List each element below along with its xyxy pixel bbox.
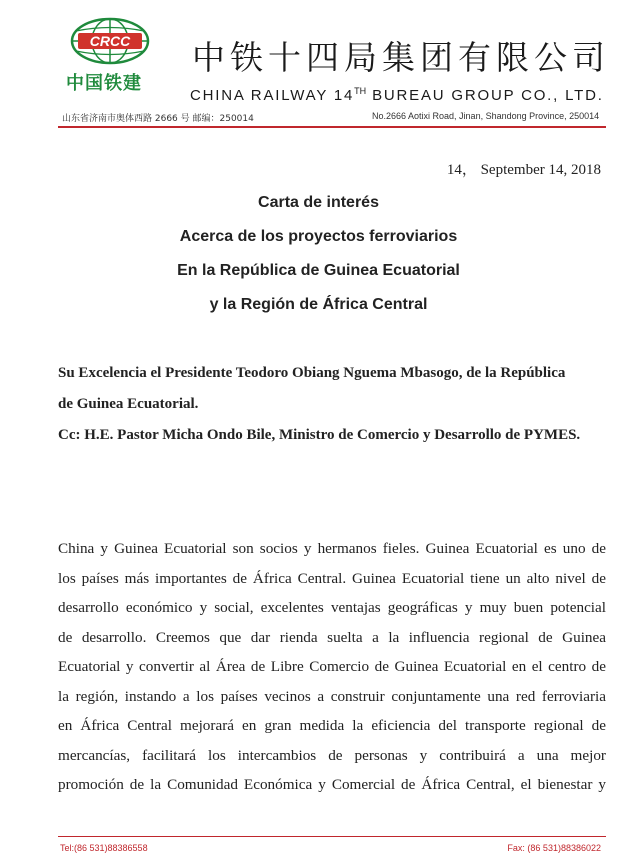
addressee-line: de Guinea Ecuatorial. — [58, 396, 199, 412]
body-line: la región, instando a los países vecinos a construir conjuntamente una red ferroviaria — [58, 687, 606, 705]
body-line: en África Central mejorará en gran medida la eficiencia del transporte regional de — [58, 717, 606, 734]
letter-date: 14， September 14, 2018 — [446, 162, 601, 178]
svg-text:CRCC: CRCC — [89, 33, 131, 49]
letter-body — [58, 534, 606, 800]
body-line: mercancías, facilitará los intercambios de personas y contribuirá a una mejor — [58, 746, 606, 764]
footer-fax: Fax: (86 531)88386022 — [507, 843, 601, 853]
body-line: los países más importantes de África Central. Guinea Ecuatorial tiene un alto nivel de — [58, 569, 606, 587]
title-line: En la República de Guinea Ecuatorial — [177, 262, 460, 279]
footer-divider — [58, 836, 606, 837]
addressee-block — [58, 358, 606, 451]
address-english: No.2666 Aotixi Road, Jinan, Shandong Province, 250014 — [372, 111, 600, 121]
address-chinese: 山东省济南市奥体西路 2666 号 邮编：250014 — [62, 114, 254, 124]
letter-title — [0, 186, 637, 322]
header-divider — [58, 126, 606, 128]
footer-telephone: Tel:(86 531)88386558 — [60, 843, 148, 853]
logo-chinese-name: 中国铁建 — [66, 73, 142, 94]
company-name-english: CHINA RAILWAY 14TH BUREAU GROUP CO., LTD. — [190, 86, 604, 104]
body-line: promoción de la Comunidad Económica y Comercial de África Central, el bienestar y — [58, 776, 606, 793]
body-line: Ecuatorial y convertir al Área de Libre Comercio de Guinea Ecuatorial en el centro de — [58, 658, 606, 675]
addressee-line: Su Excelencia el Presidente Teodoro Obiang Nguema Mbasogo, de la República — [58, 365, 566, 381]
cc-line: Cc: H.E. Pastor Micha Ondo Bile, Ministro de Comercio y Desarrollo de PYMES. — [58, 427, 581, 443]
title-line: Acerca de los proyectos ferroviarios — [179, 228, 458, 245]
body-line: China y Guinea Ecuatorial son socios y hermanos fieles. Guinea Ecuatorial es uno de — [58, 540, 606, 557]
body-line: de desarrollo. Creemos que dar rienda suelta a la influencia regional de Guinea — [58, 628, 606, 646]
title-line: Carta de interés — [258, 194, 379, 211]
company-name-chinese: 中铁十四局集团有限公司 — [192, 38, 610, 77]
title-line: y la Región de África Central — [209, 296, 428, 313]
body-line: desarrollo económico y social, excelentes ventajas geográficas y muy buen potencial — [58, 599, 606, 616]
